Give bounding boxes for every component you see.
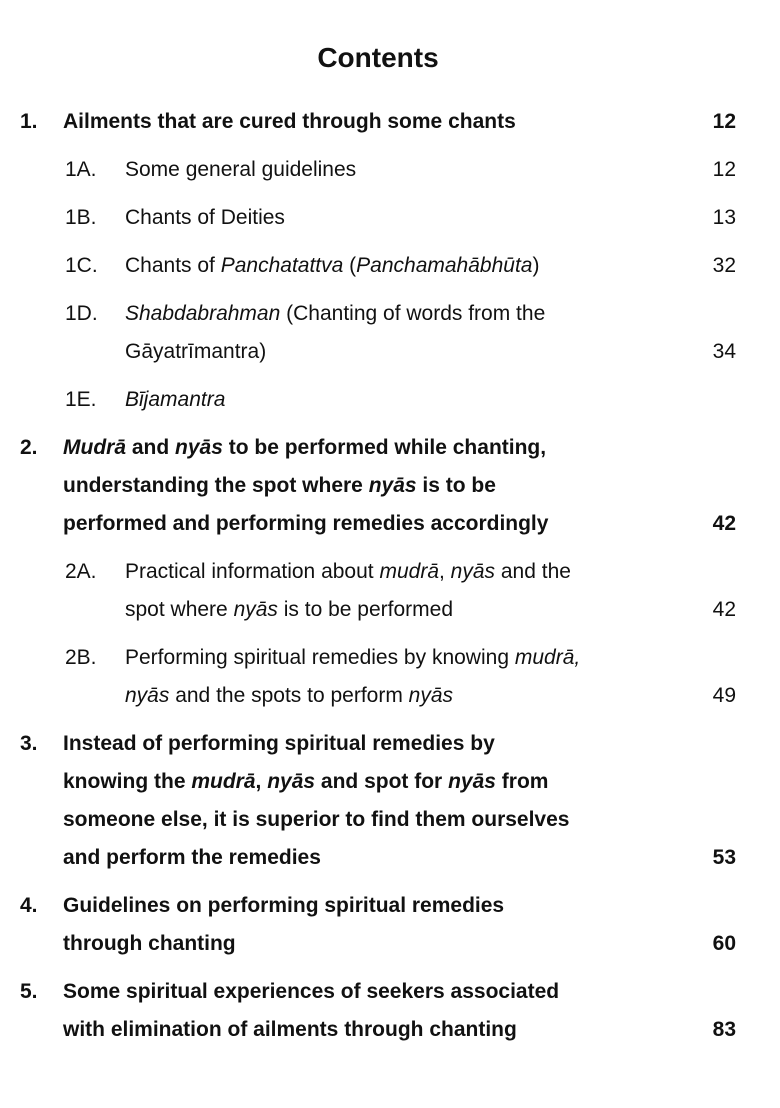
page-number: 34 bbox=[712, 340, 736, 363]
entry-title-line bbox=[63, 887, 780, 925]
title-text: is to be bbox=[416, 474, 496, 497]
page-number: 12 bbox=[712, 110, 736, 133]
entry-title-line bbox=[125, 247, 780, 285]
entry-title-line bbox=[125, 553, 780, 591]
title-text: and bbox=[126, 436, 176, 459]
entry-title-line bbox=[63, 925, 780, 963]
title-text: performed and performing remedies accordingly bbox=[63, 512, 549, 535]
entry-title bbox=[125, 151, 780, 189]
entry-number: 1. bbox=[20, 110, 38, 133]
entry-number: 2A. bbox=[65, 560, 97, 583]
entry-title-line bbox=[125, 677, 780, 715]
entry-number: 1D. bbox=[65, 302, 98, 325]
italic-term: nyās bbox=[368, 474, 417, 497]
title-text: understanding the spot where bbox=[63, 474, 369, 497]
entry-title-line bbox=[125, 151, 780, 189]
italic-term: nyās bbox=[267, 770, 316, 793]
toc-chapter[interactable] bbox=[0, 725, 780, 877]
title-text: (Chanting of words from the bbox=[280, 302, 546, 325]
italic-term: Bījamantra bbox=[125, 388, 226, 411]
entry-number: 5. bbox=[20, 980, 38, 1003]
entry-title bbox=[63, 973, 780, 1049]
entry-title bbox=[63, 725, 780, 877]
toc-subsection[interactable] bbox=[0, 639, 780, 715]
title-text: Ailments that are cured through some chants bbox=[63, 110, 516, 133]
italic-term: nyās bbox=[233, 598, 278, 621]
italic-term: nyās bbox=[448, 770, 496, 793]
title-text: and spot for bbox=[315, 770, 449, 793]
toc-subsection[interactable] bbox=[0, 151, 780, 189]
entry-title-line bbox=[63, 801, 780, 839]
page-number: 83 bbox=[712, 1018, 736, 1041]
italic-term: Mudrā bbox=[63, 436, 126, 459]
italic-term: nyās bbox=[408, 684, 454, 707]
title-text: Guidelines on performing spiritual remedies bbox=[63, 894, 505, 917]
title-text: Chants of Deities bbox=[125, 206, 285, 229]
title-text: is to be performed bbox=[277, 598, 454, 621]
title-text: spot where bbox=[125, 598, 234, 621]
italic-term: nyās bbox=[175, 436, 223, 459]
italic-term: nyās bbox=[125, 684, 170, 707]
table-of-contents bbox=[0, 103, 780, 1059]
entry-title-line bbox=[125, 639, 780, 677]
entry-title bbox=[125, 381, 780, 419]
toc-subsection[interactable] bbox=[0, 295, 780, 371]
title-text: Performing spiritual remedies by knowing bbox=[125, 646, 515, 669]
entry-title-line bbox=[63, 429, 780, 467]
entry-number: 2B. bbox=[65, 646, 97, 669]
title-text: Practical information about bbox=[125, 560, 380, 583]
italic-term: Panchatattva bbox=[220, 254, 344, 277]
entry-title bbox=[63, 429, 780, 543]
entry-title-line bbox=[63, 973, 780, 1011]
entry-title bbox=[125, 247, 780, 285]
entry-title-line bbox=[63, 1011, 780, 1049]
page-number: 32 bbox=[712, 254, 736, 277]
page-title: Contents bbox=[317, 42, 439, 73]
entry-title bbox=[125, 199, 780, 237]
toc-subsection[interactable] bbox=[0, 247, 780, 285]
title-text: , bbox=[255, 770, 268, 793]
title-text: ) bbox=[532, 254, 540, 277]
entry-title-line bbox=[63, 763, 780, 801]
toc-chapter[interactable] bbox=[0, 429, 780, 543]
page-number: 60 bbox=[712, 932, 736, 955]
page-number: 13 bbox=[712, 206, 736, 229]
italic-term: Shabdabrahman bbox=[125, 302, 281, 325]
entry-title-line bbox=[63, 103, 780, 141]
entry-title-line bbox=[125, 333, 780, 371]
italic-term: nyās bbox=[450, 560, 496, 583]
entry-title bbox=[125, 553, 780, 629]
title-text: ( bbox=[343, 254, 357, 277]
title-text: someone else, it is superior to find them ourselves bbox=[63, 808, 570, 831]
title-text: from bbox=[495, 770, 549, 793]
title-text: and the bbox=[495, 560, 571, 583]
entry-title-line bbox=[63, 467, 780, 505]
title-text: Gāyatrīmantra) bbox=[125, 340, 267, 363]
italic-term: mudrā bbox=[191, 770, 256, 793]
entry-title-line bbox=[125, 295, 780, 333]
entry-title-line bbox=[125, 199, 780, 237]
page-number: 42 bbox=[712, 598, 736, 621]
page-number: 42 bbox=[712, 512, 736, 535]
entry-number: 2. bbox=[20, 436, 38, 459]
page-number: 53 bbox=[712, 846, 736, 869]
entry-title bbox=[125, 639, 780, 715]
title-text: Some general guidelines bbox=[125, 158, 357, 181]
page-number: 49 bbox=[712, 684, 736, 707]
title-text: with elimination of ailments through chanting bbox=[63, 1018, 517, 1041]
italic-term: mudrā bbox=[379, 560, 439, 583]
entry-number: 3. bbox=[20, 732, 38, 755]
entry-title-line bbox=[63, 505, 780, 543]
entry-title-line bbox=[63, 725, 780, 763]
title-text: and the spots to perform bbox=[169, 684, 409, 707]
entry-number: 1E. bbox=[65, 388, 97, 411]
toc-subsection[interactable] bbox=[0, 553, 780, 629]
entry-title-line bbox=[125, 381, 780, 419]
entry-title-line bbox=[63, 839, 780, 877]
title-text: , bbox=[439, 560, 451, 583]
toc-chapter[interactable] bbox=[0, 887, 780, 963]
page-number: 12 bbox=[712, 158, 736, 181]
title-text: Chants of bbox=[125, 254, 221, 277]
title-text: and perform the remedies bbox=[63, 846, 321, 869]
title-text: knowing the bbox=[63, 770, 192, 793]
title-text: Instead of performing spiritual remedies by bbox=[63, 732, 495, 755]
entry-title bbox=[125, 295, 780, 371]
entry-number: 1A. bbox=[65, 158, 97, 181]
italic-term: mudrā, bbox=[514, 646, 581, 669]
italic-term: Panchamahābhūta bbox=[356, 254, 533, 277]
entry-number: 1B. bbox=[65, 206, 97, 229]
entry-title bbox=[63, 103, 780, 141]
title-text: Some spiritual experiences of seekers associated bbox=[63, 980, 560, 1003]
toc-chapter[interactable] bbox=[0, 973, 780, 1049]
toc-subsection[interactable] bbox=[0, 199, 780, 237]
title-text: to be performed while chanting, bbox=[222, 436, 547, 459]
entry-number: 4. bbox=[20, 894, 38, 917]
entry-title bbox=[63, 887, 780, 963]
toc-chapter[interactable] bbox=[0, 103, 780, 141]
toc-subsection[interactable] bbox=[0, 381, 780, 419]
entry-title-line bbox=[125, 591, 780, 629]
entry-number: 1C. bbox=[65, 254, 98, 277]
title-text: through chanting bbox=[63, 932, 236, 955]
